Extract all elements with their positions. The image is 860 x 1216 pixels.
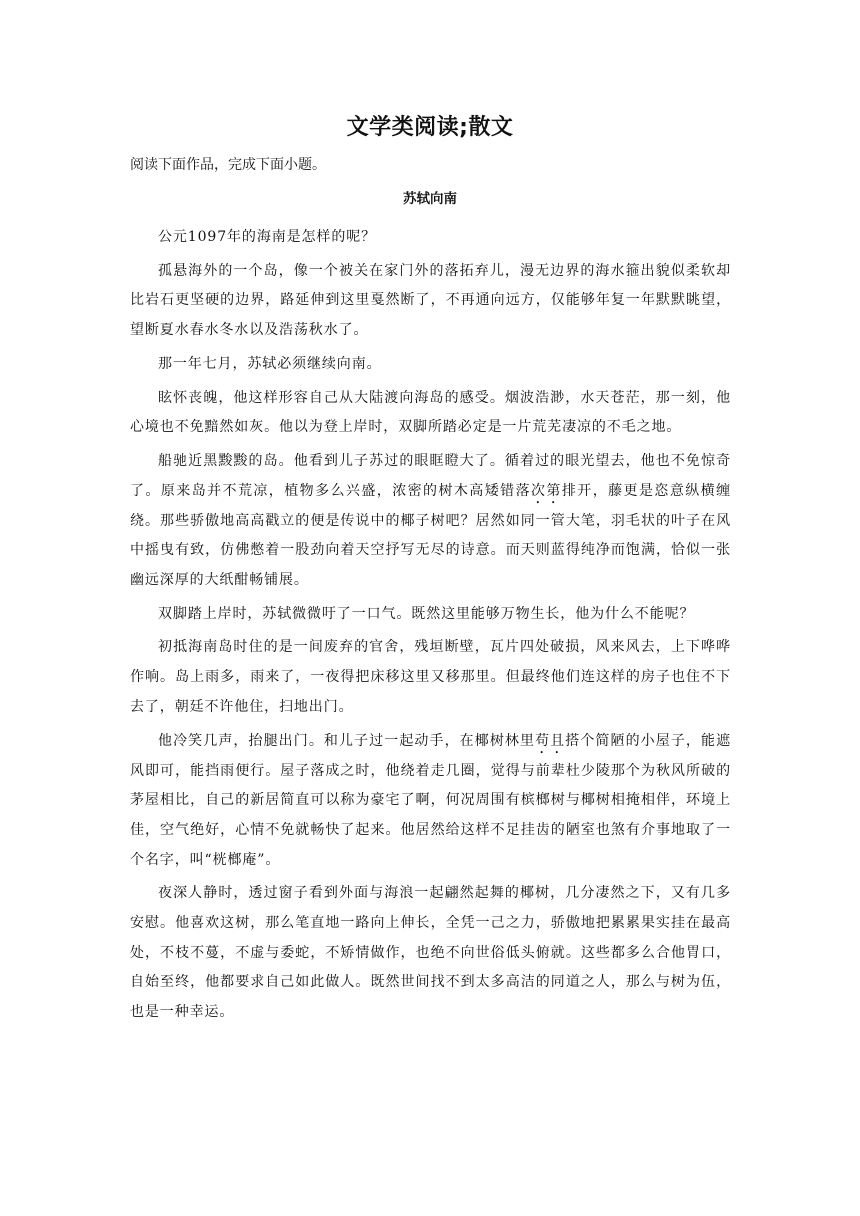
- paragraph-text: 初抵海南岛时住的是一间废弃的官舍，残垣断壁，瓦片四处破损，风来风去，上下哗哗作响。岛上雨多，雨来了，一夜得把床移这里又移那里。但最终他们连这样的房子也住不下去了，朝廷不许他住，扫地出门。: [130, 639, 731, 715]
- reading-instruction: 阅读下面作品，完成下面小题。: [130, 157, 326, 173]
- article-paragraph: [130, 727, 731, 876]
- article-title: 苏轼向南: [403, 191, 457, 207]
- article-paragraph: [130, 350, 731, 380]
- paragraph-text: 船驰近黑黢黢的岛。他看到儿子苏过的眼眶瞪大了。循着过的眼光望去，他也不免惊奇了。原来岛并不荒凉，植物多么兴盛，浓密的树木高矮错落: [130, 452, 731, 499]
- article-paragraph: [130, 447, 731, 596]
- paragraph-text: 搭个简陋的小屋子，能遮风即可，能挡雨便行。屋子落成之时，他绕着走几圈，觉得与前辈杜少陵那个为秋风所破的茅屋相比，自己的新居简直可以称为豪宅了啊，何况周围有槟榔树与椰树相掩相伴，环境上佳，空气绝好，心情不免就畅快了起来。他居然给这样不足挂齿的陋室也煞有介事地取了一个名字，叫“桄榔庵”。: [130, 732, 731, 868]
- article-paragraph: [130, 879, 731, 1028]
- paragraph-text: 公元1097年的海南是怎样的呢？: [158, 229, 377, 245]
- paragraph-text: 孤悬海外的一个岛，像一个被关在家门外的落拓弃儿，漫无边界的海水箍出貌似柔软却比岩石更坚硬的边界，路延伸到这里戛然断了，不再通向远方，仅能够年复一年默默眺望，望断夏水春水冬水以及浩荡秋水了。: [130, 262, 731, 339]
- paragraph-text: 眩怀丧魄，他这样形容自己从大陆渡向海岛的感受。烟波浩渺，水天苍茫，那一刻，他心境也不免黯然如灰。他以为登上岸时，双脚所踏必定是一片荒芜凄凉的不毛之地。: [130, 389, 731, 436]
- article-body: [130, 223, 731, 1032]
- article-paragraph: [130, 384, 731, 443]
- article-paragraph: [130, 223, 731, 253]
- article-paragraph: [130, 257, 731, 346]
- paragraph-text: 双脚踏上岸时，苏轼微微吁了一口气。既然这里能够万物生长，他为什么不能呢？: [158, 605, 695, 622]
- paragraph-text: 那一年七月，苏轼必须继续向南。: [158, 355, 382, 372]
- paragraph-text: 他冷笑几声，抬腿出门。和儿子过一起动手，在椰树林里: [158, 732, 536, 749]
- article-paragraph: [130, 633, 731, 722]
- emphasized-term: 次第: [531, 482, 562, 499]
- paragraph-text: 排开，藤更是恣意纵横缠绕。那些骄傲地高高戳立的便是传说中的椰子树吧？居然如同一管大笔，羽毛状的叶子在风中摇曳有致，仿佛憋着一股劲向着天空抒写无尽的诗意。而天则蓝得纯净而饱满，恰似一张幽远深厚的大纸酣畅铺展。: [130, 482, 731, 589]
- article-paragraph: [130, 600, 731, 630]
- emphasized-term: 苟且: [535, 732, 566, 749]
- page-title: 文学类阅读;散文: [346, 115, 514, 140]
- paragraph-text: 夜深人静时，透过窗子看到外面与海浪一起翩然起舞的椰树，几分凄然之下，又有几多安慰。他喜欢这树，那么笔直地一路向上伸长，全凭一己之力，骄傲地把累累果实挂在最高处，不枝不蔓，不虚与委蛇，不矫情做作，也绝不向世俗低头俯就。这些都多么合他胃口，自始至终，他都要求自己如此做人。既然世间找不到太多高洁的同道之人，那么与树为伍，也是一种幸运。: [130, 885, 731, 1021]
